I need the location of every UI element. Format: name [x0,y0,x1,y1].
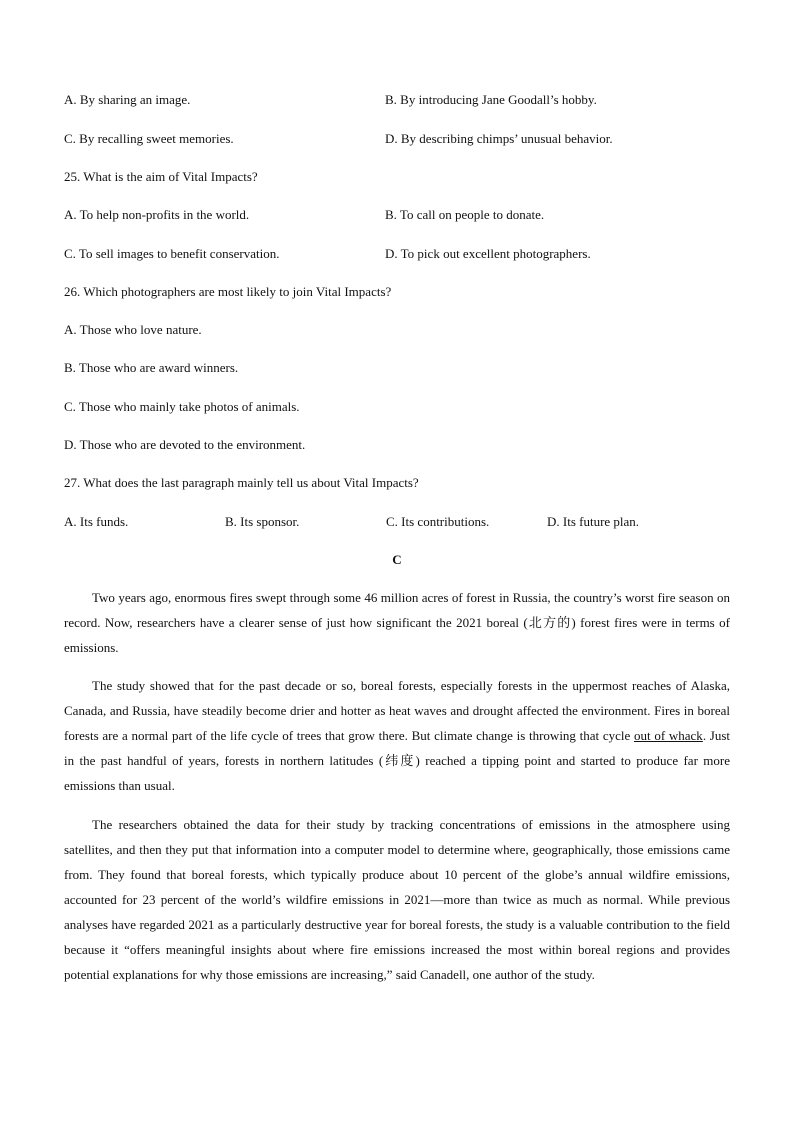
section-heading: C [392,552,402,567]
passage-paragraph-3: The researchers obtained the data for their study by tracking concentrations of emissions in the atmosphere using satellites, and then they put that information into a computer model to determine where, geographically, those emissions came from. They found that boreal forests, which typically produce about 10 percent of the globe’s annual wildfire emissions, accounted for 23 percent of the world’s wildfire emissions in 2021—more than twice as much as normal. While previous analyses have regarded 2021 as a particularly destructive year for boreal forests, the study is a valuable contribution to the field because it “offers meaningful insights about where fire emissions increased the most within boreal regions and provides potential explanations for why those emissions are increasing,” said Canadell, one author of the study. [64,817,730,982]
q24-option-d: D. By describing chimps’ unusual behavior. [385,131,613,146]
passage-paragraph-2-text-a: The study showed that for the past decade or so, boreal forests, especially forests in the uppermost reaches of Alaska, Canada, and Russia, have steadily become drier and hotter as heat waves and drought affected the environment. Fires in boreal forests are a normal part of the life cycle of trees that grow there. But climate change is throwing that cycle [64,678,730,743]
q26-option-c: C. Those who mainly take photos of animals. [64,399,300,414]
q24-option-a: A. By sharing an image. [64,92,191,107]
q25-option-a: A. To help non-profits in the world. [64,207,250,222]
q26-option-d: D. Those who are devoted to the environment. [64,437,306,452]
passage-paragraph-2-text-b: . Just in the past handful of years, forests in northern latitudes (纬度) reached a tipping point and started to produce far more emissions than usual. [64,728,731,793]
passage-paragraph-2 [64,673,730,798]
q27-stem: 27. What does the last paragraph mainly tell us about Vital Impacts? [64,475,419,490]
q27-option-d: D. Its future plan. [547,514,640,529]
q26-option-a: A. Those who love nature. [64,322,202,337]
q25-option-d: D. To pick out excellent photographers. [385,246,591,261]
q24-option-b: B. By introducing Jane Goodall’s hobby. [385,92,597,107]
passage-paragraph-1: Two years ago, enormous fires swept through some 46 million acres of forest in Russia, the country’s worst fire season on record. Now, researchers have a clearer sense of just how significant the 2021 boreal (北方的) forest fires were in terms of emissions. [64,590,730,655]
q27-option-b: B. Its sponsor. [225,514,300,529]
q24-option-c: C. By recalling sweet memories. [64,131,234,146]
q27-option-c: C. Its contributions. [386,514,490,529]
underlined-phrase: out of whack [634,728,703,743]
q25-stem: 25. What is the aim of Vital Impacts? [64,169,258,184]
q25-option-b: B. To call on people to donate. [385,207,545,222]
q27-option-a: A. Its funds. [64,514,129,529]
q26-stem: 26. Which photographers are most likely to join Vital Impacts? [64,284,392,299]
q26-option-b: B. Those who are award winners. [64,360,239,375]
q25-option-c: C. To sell images to benefit conservation. [64,246,280,261]
